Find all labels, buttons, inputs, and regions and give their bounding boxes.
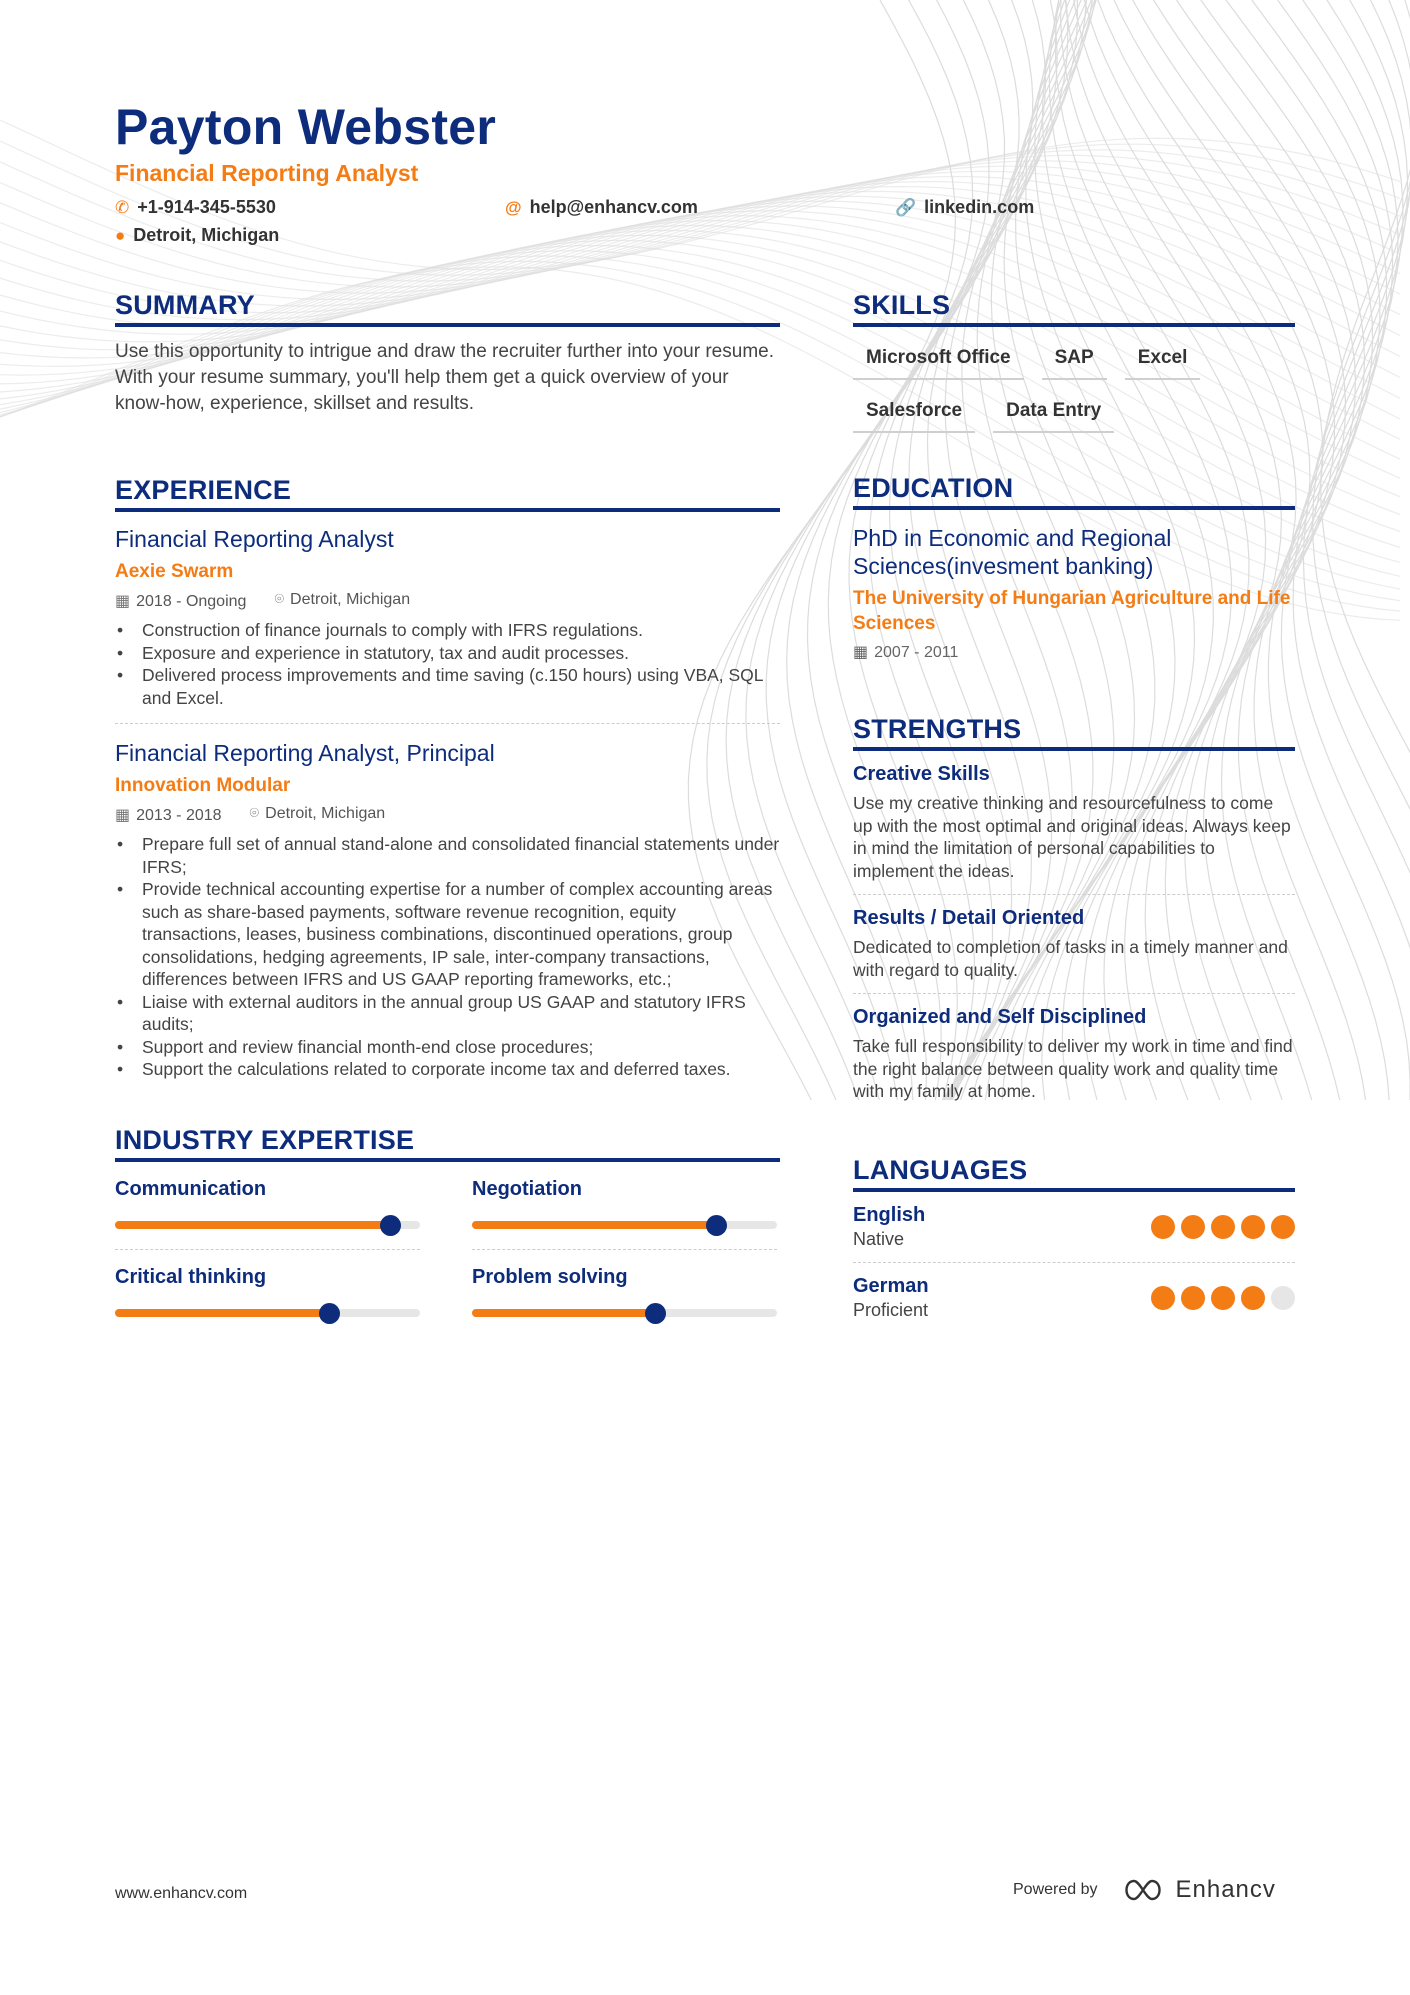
- divider: [115, 723, 780, 724]
- wave-line: [1321, 0, 1410, 1100]
- right-column: [853, 290, 1295, 1333]
- wave-line: [1293, 0, 1410, 1100]
- expertise-bar-fill: [472, 1309, 655, 1317]
- wave-line: [1313, 0, 1410, 1100]
- strength-item: [853, 751, 1295, 895]
- expertise-bar-fill: [115, 1221, 390, 1229]
- language-level: Proficient: [853, 1299, 929, 1320]
- languages-heading: LANGUAGES: [853, 1155, 1295, 1192]
- rating-dot: [1241, 1215, 1265, 1239]
- email-text: help@enhancv.com: [529, 197, 698, 217]
- language-rating: [1151, 1215, 1295, 1239]
- bullet-item: • Provide technical accounting expertise for a number of complex accounting areas such as share-based payments, software revenue recognition, equity transactions, leases, business combinations, discontinued operations, group consolidations, hedging agreements, IP sale, inter-company transactions, differences between IFRS and US GAAP reporting frameworks, etc.;: [115, 878, 780, 991]
- education-meta: [853, 642, 1295, 662]
- experience-location: Detroit, Michigan: [265, 805, 386, 822]
- bullet-item: • Construction of finance journals to comply with IFRS regulations.: [115, 619, 780, 642]
- strengths-heading: STRENGTHS: [853, 714, 1295, 751]
- skills-list: [853, 341, 1295, 433]
- bullet-item: • Prepare full set of annual stand-alone and consolidated financial statements under IFRS;: [115, 833, 780, 878]
- strength-title: Results / Detail Oriented: [853, 907, 1085, 929]
- strength-description: Use my creative thinking and resourcefulness to come up with the most optimal and original ideas. Always keep in mind the limitation of personal capabilities to implement the ideas.: [853, 793, 1291, 881]
- education-degree: PhD in Economic and Regional Sciences(invesment banking): [853, 525, 1172, 579]
- expertise-item: [115, 1266, 420, 1337]
- expertise-bar: [472, 1309, 777, 1317]
- location-text: Detroit, Michigan: [133, 225, 280, 245]
- candidate-title: Financial Reporting Analyst: [115, 160, 419, 186]
- expertise-label: Critical thinking: [115, 1265, 267, 1288]
- strengths-section: [853, 714, 1295, 1115]
- wave-line: [1281, 0, 1410, 1100]
- experience-item: [115, 740, 780, 1081]
- expertise-item: [472, 1266, 777, 1337]
- powered-by-text: Powered by: [1013, 1881, 1098, 1898]
- expertise-item: [115, 1178, 420, 1250]
- expertise-label: Problem solving: [472, 1265, 628, 1288]
- resume-header: [115, 98, 1295, 187]
- footer-website[interactable]: www.enhancv.com: [115, 1885, 248, 1902]
- language-rating: [1151, 1286, 1295, 1310]
- experience-section: [115, 475, 780, 1081]
- language-level: Native: [853, 1228, 905, 1249]
- email-contact[interactable]: [505, 197, 698, 218]
- skills-section: [853, 290, 1295, 433]
- expertise-bar-knob: [380, 1215, 401, 1236]
- experience-meta: [115, 591, 780, 611]
- education-school: The University of Hungarian Agriculture and Life Sciences: [853, 588, 1291, 634]
- rating-dot: [1181, 1215, 1205, 1239]
- expertise-heading: INDUSTRY EXPERTISE: [115, 1125, 780, 1162]
- language-name: English: [853, 1203, 926, 1226]
- education-dates: 2007 - 2011: [874, 644, 959, 661]
- expertise-bar: [472, 1221, 777, 1229]
- summary-text: Use this opportunity to intrigue and draw the recruiter further into your resume. With your resume summary, you'll help them get a quick overview of your know-how, experience, skillset and results.: [115, 341, 774, 414]
- location-pin-icon: ●: [115, 225, 126, 245]
- expertise-bar-knob: [319, 1303, 340, 1324]
- language-name: German: [853, 1274, 929, 1297]
- rating-dot: [1271, 1286, 1295, 1310]
- language-item: [853, 1263, 1295, 1333]
- at-icon: @: [505, 197, 522, 217]
- skill-tag: SAP: [1042, 341, 1107, 380]
- wave-line: [1304, 0, 1410, 1100]
- link-contact[interactable]: [895, 197, 1034, 218]
- expertise-bar: [115, 1221, 420, 1229]
- expertise-bar-fill: [115, 1309, 329, 1317]
- experience-meta: [115, 805, 780, 825]
- rating-dot: [1211, 1286, 1235, 1310]
- experience-bullets: [115, 833, 780, 1081]
- experience-role: Financial Reporting Analyst: [115, 526, 394, 552]
- experience-role: Financial Reporting Analyst, Principal: [115, 740, 495, 766]
- calendar-icon: ▦: [115, 593, 131, 610]
- bullet-item: • Liaise with external auditors in the annual group US GAAP and statutory IFRS audits;: [115, 991, 780, 1036]
- skill-tag: Salesforce: [853, 394, 975, 433]
- footer-branding: [1013, 1876, 1276, 1904]
- expertise-bar-fill: [472, 1221, 716, 1229]
- brand-name: Enhancv: [1175, 1876, 1276, 1903]
- calendar-icon: ▦: [115, 807, 131, 824]
- rating-dot: [1241, 1286, 1265, 1310]
- summary-heading: SUMMARY: [115, 290, 780, 327]
- phone-contact[interactable]: [115, 197, 276, 218]
- strength-item: [853, 895, 1295, 994]
- expertise-label: Communication: [115, 1177, 267, 1200]
- strength-description: Take full responsibility to deliver my work in time and find the right balance between quality work and quality time with my family at home.: [853, 1036, 1293, 1101]
- strength-description: Dedicated to completion of tasks in a timely manner and with regard to quality.: [853, 937, 1288, 980]
- calendar-icon: ▦: [853, 644, 869, 661]
- phone-text: +1-914-345-5530: [137, 197, 276, 217]
- expertise-label: Negotiation: [472, 1177, 582, 1200]
- education-section: [853, 473, 1295, 662]
- rating-dot: [1271, 1215, 1295, 1239]
- language-item: [853, 1192, 1295, 1263]
- expertise-item: [472, 1178, 777, 1250]
- languages-section: [853, 1155, 1295, 1333]
- experience-dates: 2018 - Ongoing: [136, 593, 247, 610]
- bullet-item: • Delivered process improvements and time saving (c.150 hours) using VBA, SQL and Excel.: [115, 664, 780, 709]
- link-text: linkedin.com: [924, 197, 1035, 217]
- expertise-bar: [115, 1309, 420, 1317]
- bullet-item: • Exposure and experience in statutory, tax and audit processes.: [115, 642, 780, 665]
- location-pin-icon: ⌾: [249, 805, 260, 822]
- link-icon: 🔗: [895, 197, 917, 217]
- skill-tag: Excel: [1125, 341, 1201, 380]
- rating-dot: [1181, 1286, 1205, 1310]
- brand-logo[interactable]: [1120, 1876, 1276, 1904]
- experience-item: [115, 526, 780, 724]
- candidate-name: Payton Webster: [115, 99, 497, 155]
- summary-section: [115, 290, 780, 417]
- experience-heading: EXPERIENCE: [115, 475, 780, 512]
- experience-company: Aexie Swarm: [115, 561, 234, 582]
- expertise-bar-knob: [645, 1303, 666, 1324]
- bullet-item: • Support the calculations related to corporate income tax and deferred taxes.: [115, 1058, 780, 1081]
- rating-dot: [1211, 1215, 1235, 1239]
- left-column: [115, 290, 780, 1337]
- industry-expertise-section: [115, 1125, 780, 1337]
- strength-item: [853, 994, 1295, 1115]
- bullet-item: • Support and review financial month-end close procedures;: [115, 1036, 780, 1059]
- experience-company: Innovation Modular: [115, 775, 291, 796]
- expertise-bar-knob: [706, 1215, 727, 1236]
- strength-title: Organized and Self Disciplined: [853, 1006, 1147, 1028]
- skill-tag: Data Entry: [993, 394, 1114, 433]
- skills-heading: SKILLS: [853, 290, 1295, 327]
- location-pin-icon: ⌾: [274, 591, 285, 608]
- rating-dot: [1151, 1215, 1175, 1239]
- phone-icon: ✆: [115, 197, 130, 217]
- experience-bullets: [115, 619, 780, 709]
- education-heading: EDUCATION: [853, 473, 1295, 510]
- strength-title: Creative Skills: [853, 763, 990, 785]
- experience-dates: 2013 - 2018: [136, 807, 222, 824]
- rating-dot: [1151, 1286, 1175, 1310]
- enhancv-logo-icon: [1120, 1877, 1166, 1903]
- experience-location: Detroit, Michigan: [290, 591, 411, 608]
- expertise-grid: [115, 1178, 780, 1337]
- skill-tag: Microsoft Office: [853, 341, 1024, 380]
- location-contact: [115, 225, 279, 246]
